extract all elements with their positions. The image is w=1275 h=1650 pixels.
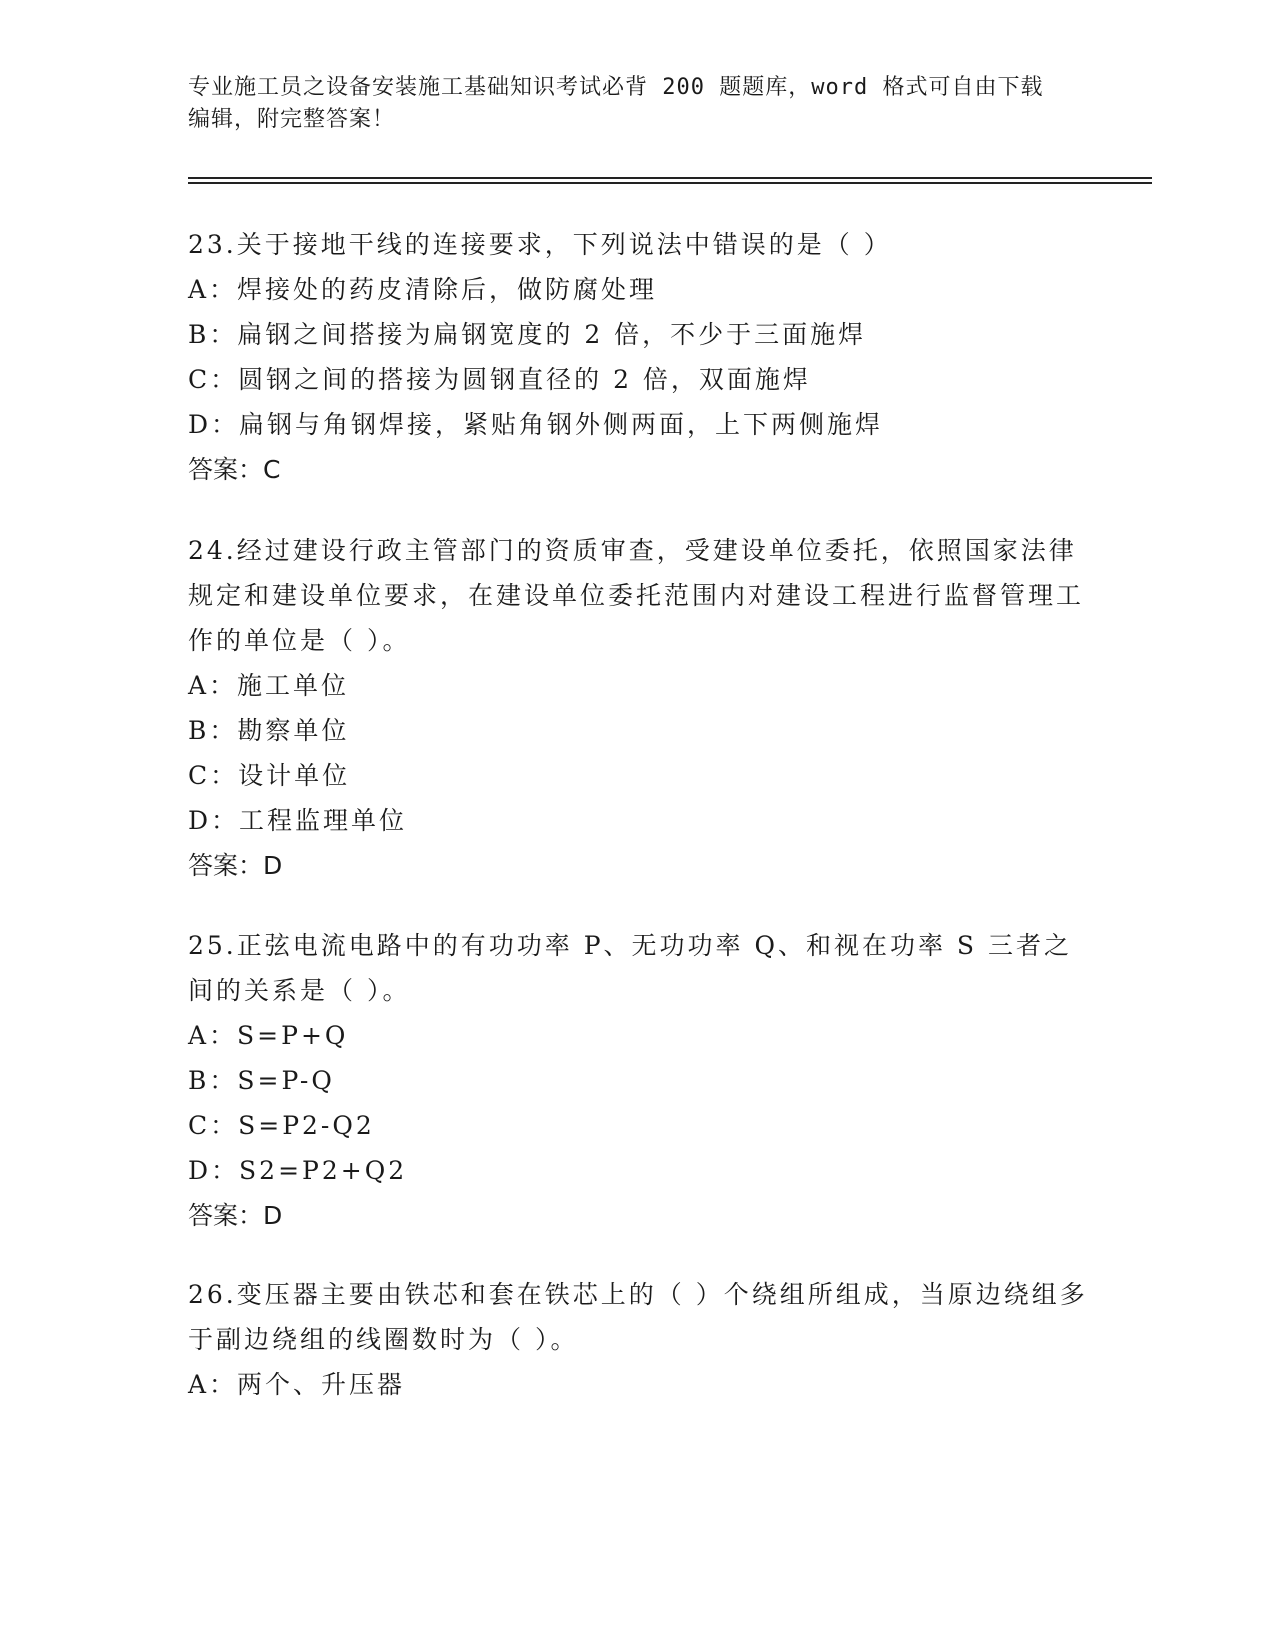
question-stem: 23.关于接地干线的连接要求，下列说法中错误的是（ ） <box>188 230 892 259</box>
question-25 <box>188 923 1088 1238</box>
question-stem: 24.经过建设行政主管部门的资质审查，受建设单位委托，依照国家法律规定和建设单位要求，在建设单位委托范围内对建设工程进行监督管理工作的单位是（ ）。 <box>188 536 1085 655</box>
option-c: C：S=P2-Q2 <box>188 1111 375 1140</box>
header-line-2: 编辑，附完整答案！ <box>188 107 396 132</box>
question-26 <box>188 1272 1088 1407</box>
option-c: C：设计单位 <box>188 761 351 790</box>
option-d: D：S2=P2+Q2 <box>188 1156 408 1185</box>
option-a: A：施工单位 <box>188 671 350 700</box>
option-c: C：圆钢之间的搭接为圆钢直径的 2 倍，双面施焊 <box>188 365 811 394</box>
answer-label: 答案：D <box>188 1201 283 1230</box>
question-stem: 26.变压器主要由铁芯和套在铁芯上的（ ）个绕组所组成，当原边绕组多于副边绕组的线圈数时为（ ）。 <box>188 1280 1088 1354</box>
answer-label: 答案：C <box>188 455 281 484</box>
option-a: A：两个、升压器 <box>188 1370 406 1399</box>
document-header <box>188 72 1088 136</box>
option-b: B：S=P-Q <box>188 1066 335 1095</box>
question-stem: 25.正弦电流电路中的有功功率 P、无功功率 Q、和视在功率 S 三者之间的关系是（ ）。 <box>188 931 1072 1005</box>
option-b: B：扁钢之间搭接为扁钢宽度的 2 倍，不少于三面施焊 <box>188 320 867 349</box>
option-a: A：S=P+Q <box>188 1021 349 1050</box>
header-divider-bottom <box>188 182 1152 184</box>
question-24 <box>188 528 1088 888</box>
option-a: A：焊接处的药皮清除后，做防腐处理 <box>188 275 658 304</box>
answer-label: 答案：D <box>188 851 283 880</box>
header-divider-top <box>188 177 1152 179</box>
question-23 <box>188 222 1088 492</box>
option-b: B：勘察单位 <box>188 716 350 745</box>
option-d: D：扁钢与角钢焊接，紧贴角钢外侧两面，上下两侧施焊 <box>188 410 884 439</box>
option-d: D：工程监理单位 <box>188 806 408 835</box>
header-line-1: 专业施工员之设备安装施工基础知识考试必背 200 题题库，word 格式可自由下载 <box>188 75 1044 100</box>
